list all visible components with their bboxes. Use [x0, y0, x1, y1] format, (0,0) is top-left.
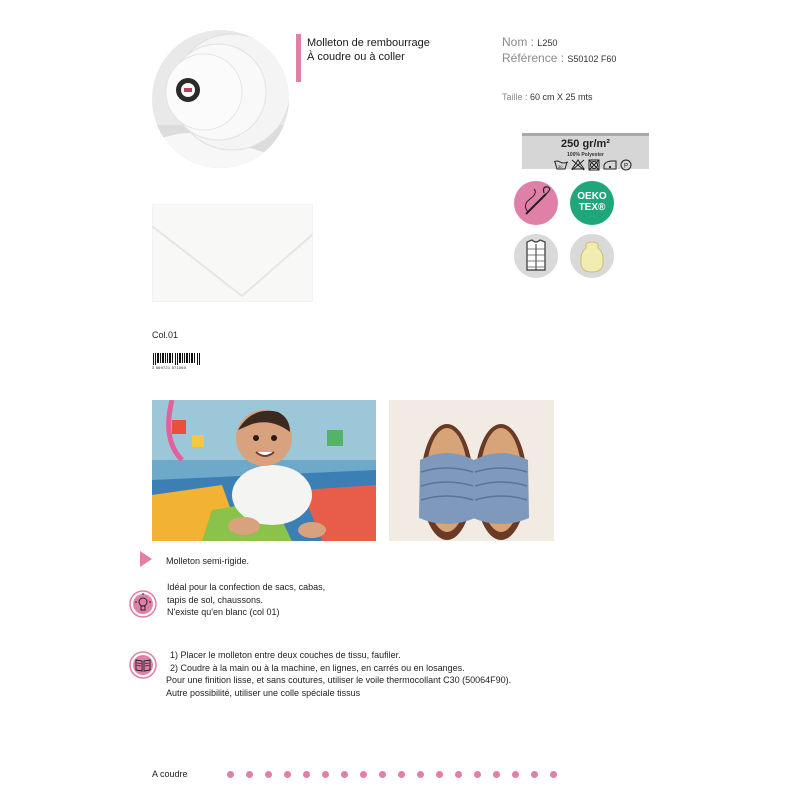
nom-value: L250 [537, 38, 558, 48]
footer-dot [436, 771, 443, 778]
nom-label: Nom : [502, 35, 538, 49]
fleece-roll-photo [152, 30, 289, 168]
iron-low-icon [604, 161, 616, 169]
product-title-line2: À coudre ou à coller [307, 51, 405, 63]
svg-text:P: P [624, 163, 629, 170]
wash-30-icon [554, 161, 568, 169]
color-label: Col.01 [152, 330, 179, 340]
instruction-line2: 2) Coudre à la main ou à la machine, en lignes, en carrés ou en losanges. [170, 662, 465, 673]
semi-rigid-text: Molleton semi-rigide. [166, 556, 250, 566]
footer-dot [417, 771, 424, 778]
svg-text:30: 30 [558, 164, 563, 169]
quilted-vest-icon [514, 234, 558, 278]
baby-playmat-photo [152, 400, 376, 541]
footer-dot [227, 771, 234, 778]
footer-dot [265, 771, 272, 778]
fabric-swatch [152, 204, 313, 302]
weight-value: 250 gr/m² [561, 138, 610, 150]
no-tumble-dry-icon [589, 160, 599, 170]
barcode [152, 352, 202, 372]
instructions [166, 649, 511, 699]
product-title [307, 36, 430, 64]
footer-dot [455, 771, 462, 778]
footer-dot [360, 771, 367, 778]
oeko-line1: OEKO [577, 191, 607, 202]
barcode-digits: 3 569721 571060 [152, 365, 187, 370]
title-accent-bar [296, 34, 301, 82]
dry-clean-p-icon [621, 160, 631, 170]
care-icons [554, 158, 642, 176]
footer-dot [474, 771, 481, 778]
lightbulb-icon [129, 590, 157, 623]
footer-dot [493, 771, 500, 778]
footer-dot [341, 771, 348, 778]
sleeping-bag-icon [570, 234, 614, 278]
footer-dot [512, 771, 519, 778]
oeko-tex-badge [570, 181, 614, 225]
slippers-photo [389, 400, 554, 541]
composition: 100% Polyester [567, 152, 604, 158]
footer-dot [398, 771, 405, 778]
instruction-line3: Pour une finition lisse, et sans coutures, utiliser le voile thermocollant C30 (50064F90). [166, 675, 512, 685]
instructions-book-icon [129, 651, 157, 684]
footer-dot [322, 771, 329, 778]
sewing-needle-icon [514, 181, 558, 225]
footer-dot [246, 771, 253, 778]
footer-label: A coudre [152, 769, 188, 779]
footer-dot [550, 771, 557, 778]
footer-dot [303, 771, 310, 778]
reference-row [502, 49, 616, 67]
reference-label: Référence : [502, 51, 568, 65]
footer-dots [227, 771, 557, 778]
instruction-line1: 1) Placer le molleton entre deux couches de tissu, faufiler. [170, 650, 401, 660]
reference-value: S50102 F60 [567, 54, 617, 64]
usage-text [167, 581, 325, 619]
oeko-line2: TEX® [578, 202, 606, 213]
size-value: 60 cm X 25 mts [530, 92, 593, 102]
footer-dot [531, 771, 538, 778]
product-title-line1: Molleton de rembourrage [307, 37, 430, 49]
no-bleach-icon [572, 160, 584, 170]
pointer-triangle-icon [139, 551, 153, 572]
usage-line2: tapis de sol, chaussons. [167, 594, 264, 605]
size-label: Taille : [502, 92, 531, 102]
size-row [502, 92, 593, 102]
instruction-line4: Autre possibilité, utiliser une colle spéciale tissus [166, 687, 361, 698]
footer-dot [284, 771, 291, 778]
usage-line1: Idéal pour la confection de sacs, cabas, [167, 582, 326, 592]
footer-dot [379, 771, 386, 778]
usage-line3: N'existe qu'en blanc (col 01) [167, 607, 280, 617]
weight-care-box [522, 133, 649, 169]
